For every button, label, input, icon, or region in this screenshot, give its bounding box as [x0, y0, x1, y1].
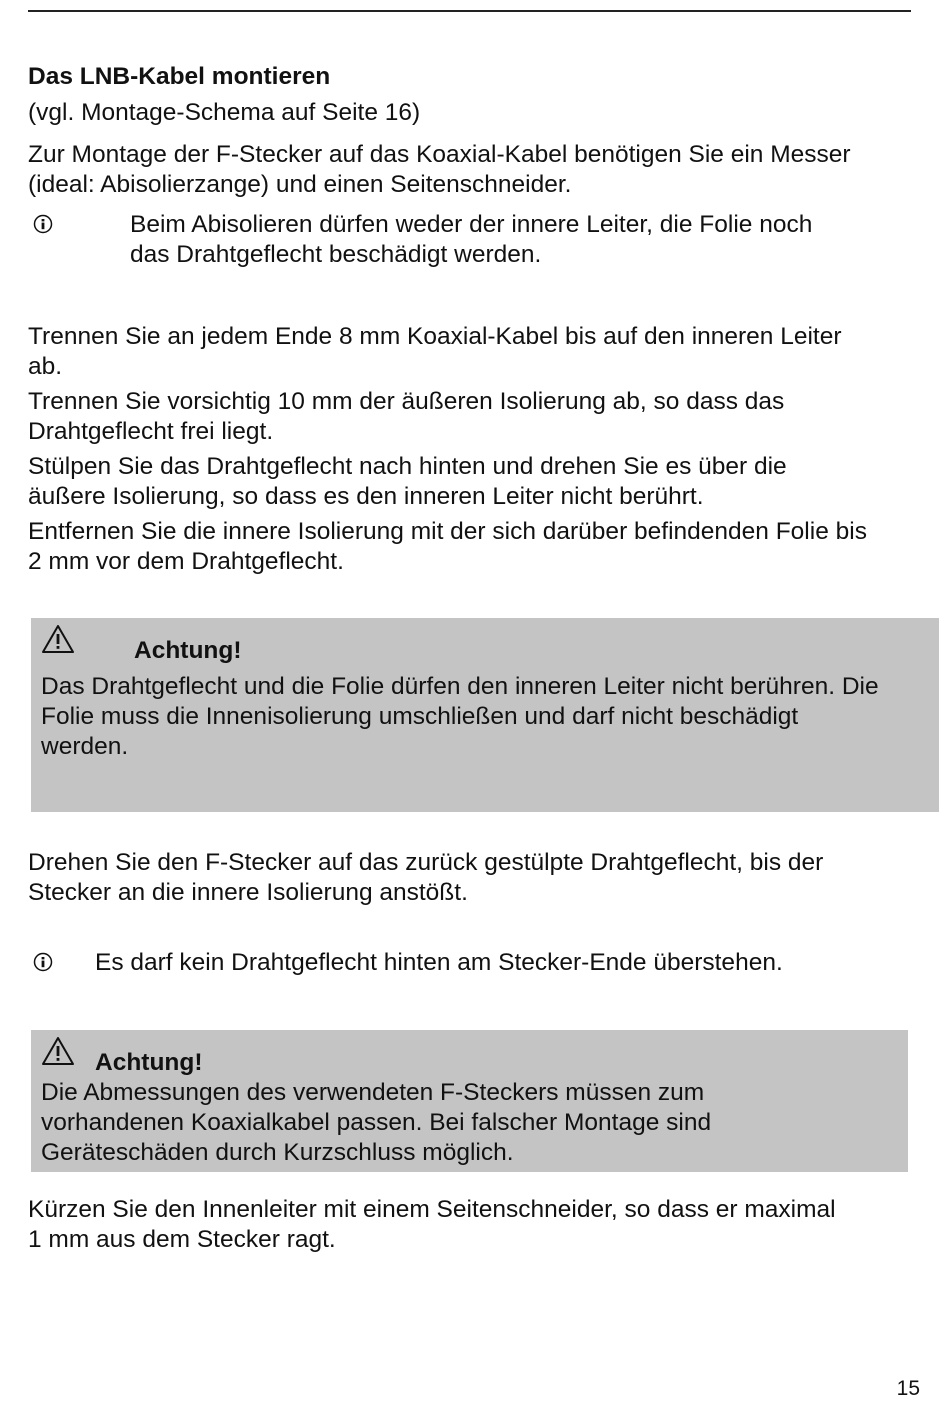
info-icon — [33, 952, 53, 972]
warning-1-text — [41, 672, 941, 762]
step-6 — [28, 1195, 928, 1255]
step-3 — [28, 452, 928, 512]
step-3-line-1: Stülpen Sie das Drahtgeflecht nach hinten und drehen Sie es über die — [28, 453, 787, 480]
warning-1-title: Achtung! — [134, 637, 242, 664]
warning-2-title: Achtung! — [95, 1049, 203, 1076]
step-5 — [28, 848, 928, 908]
section-reference: (vgl. Montage-Schema auf Seite 16) — [28, 99, 421, 126]
warning-2-line-2: vorhandenen Koaxialkabel passen. Bei falscher Montage sind — [41, 1109, 712, 1136]
step-1 — [28, 322, 928, 382]
step-2-line-1: Trennen Sie vorsichtig 10 mm der äußeren Isolierung ab, so dass das — [28, 388, 785, 415]
step-3-line-2: äußere Isolierung, so dass es den inneren Leiter nicht berührt. — [28, 483, 704, 510]
warning-2-line-3: Geräteschäden durch Kurzschluss möglich. — [41, 1139, 514, 1166]
warning-1-line-1: Das Drahtgeflecht und die Folie dürfen den inneren Leiter nicht berühren. Die — [41, 673, 879, 700]
header-rule — [28, 10, 911, 12]
note-1-line-2: das Drahtgeflecht beschädigt werden. — [130, 241, 542, 268]
step-4-line-1: Entfernen Sie die innere Isolierung mit der sich darüber befindenden Folie bis — [28, 518, 867, 545]
step-1-line-2: ab. — [28, 353, 63, 380]
warning-box-2 — [31, 1030, 908, 1172]
step-6-line-1: Kürzen Sie den Innenleiter mit einem Seitenschneider, so dass er maximal — [28, 1196, 836, 1223]
warning-box-1 — [31, 618, 939, 812]
page-number: 15 — [896, 1377, 920, 1400]
warning-2-text — [41, 1078, 901, 1168]
warning-triangle-icon — [41, 624, 75, 654]
intro-line-2: (ideal: Abisolierzange) und einen Seitenschneider. — [28, 171, 572, 198]
note-1 — [130, 210, 812, 270]
info-icon — [33, 214, 53, 234]
section-title: Das LNB-Kabel montieren — [28, 63, 331, 90]
note-2: Es darf kein Drahtgeflecht hinten am Stecker-Ende überstehen. — [95, 949, 783, 976]
warning-triangle-icon — [41, 1036, 75, 1066]
step-4 — [28, 517, 928, 577]
note-1-line-1: Beim Abisolieren dürfen weder der innere Leiter, die Folie noch — [130, 211, 813, 238]
intro-line-1: Zur Montage der F-Stecker auf das Koaxial-Kabel benötigen Sie ein Messer — [28, 141, 851, 168]
step-5-line-1: Drehen Sie den F-Stecker auf das zurück gestülpte Drahtgeflecht, bis der — [28, 849, 824, 876]
step-1-line-1: Trennen Sie an jedem Ende 8 mm Koaxial-Kabel bis auf den inneren Leiter — [28, 323, 842, 350]
step-2-line-2: Drahtgeflecht frei liegt. — [28, 418, 274, 445]
step-4-line-2: 2 mm vor dem Drahtgeflecht. — [28, 548, 344, 575]
warning-2-line-1: Die Abmessungen des verwendeten F-Steckers müssen zum — [41, 1079, 705, 1106]
intro-paragraph — [28, 140, 928, 200]
warning-1-line-3: werden. — [41, 733, 129, 760]
step-2 — [28, 387, 928, 447]
step-5-line-2: Stecker an die innere Isolierung anstößt. — [28, 879, 468, 906]
step-6-line-2: 1 mm aus dem Stecker ragt. — [28, 1226, 336, 1253]
warning-1-line-2: Folie muss die Innenisolierung umschließen und darf nicht beschädigt — [41, 703, 799, 730]
